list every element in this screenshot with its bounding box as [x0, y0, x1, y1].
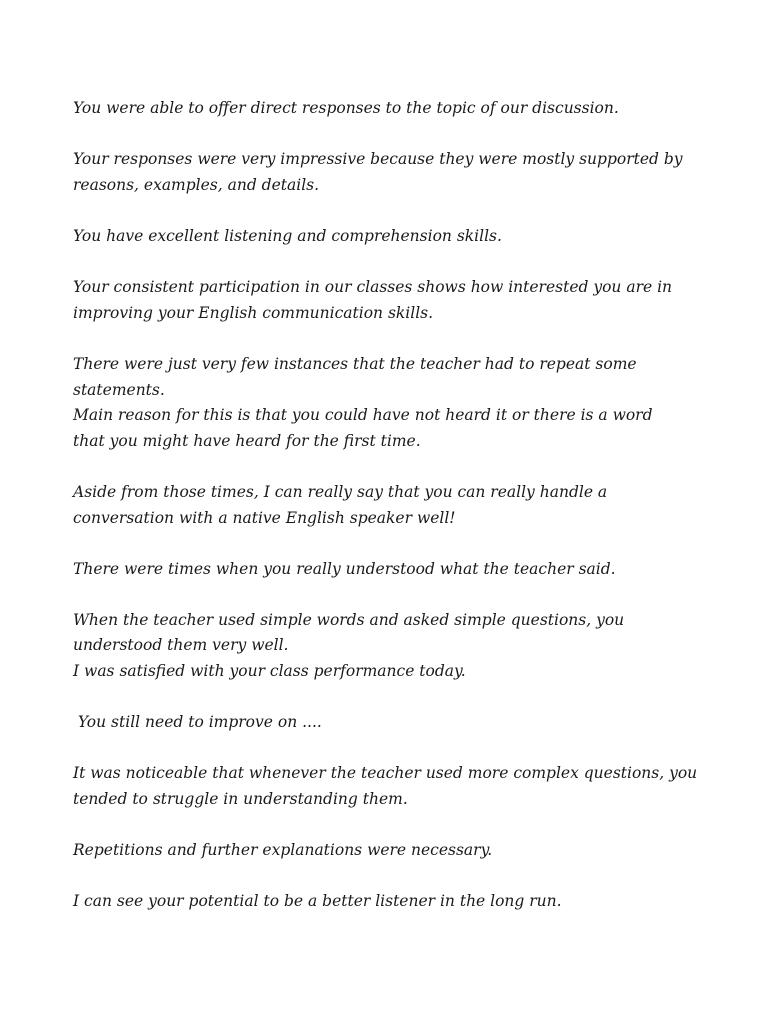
text-line: statements. [73, 380, 165, 399]
paragraph-potential [73, 889, 713, 915]
text-line: Main reason for this is that you could have not heard it or there is a word [73, 406, 653, 425]
paragraph-listening-skills [73, 224, 713, 250]
text-line: You have excellent listening and comprehension skills. [73, 226, 502, 245]
text-line: that you might have heard for the first time. [73, 431, 421, 450]
text-line: There were just very few instances that the teacher had to repeat some [73, 354, 637, 373]
text-line: You were able to offer direct responses to the topic of our discussion. [73, 99, 619, 117]
text-line: I was satisfied with your class performance today. [73, 662, 466, 681]
text-line: tended to struggle in understanding them. [73, 790, 408, 809]
text-line: understood them very well. [73, 636, 289, 655]
text-line: conversation with a native English speaker well! [73, 508, 456, 527]
text-line: It was noticeable that whenever the teacher used more complex questions, you [73, 764, 698, 783]
text-line: Repetitions and further explanations were necessary. [73, 841, 493, 860]
paragraph-repetitions-instances [73, 352, 713, 454]
paragraph-participation [73, 275, 713, 326]
text-line: When the teacher used simple words and asked simple questions, you [73, 610, 625, 629]
paragraph-explanations [73, 838, 713, 864]
text-line: improving your English communication skills. [73, 303, 434, 322]
paragraph-conversation [73, 480, 713, 531]
text-line: I can see your potential to be a better listener in the long run. [73, 892, 562, 911]
text-line: Your consistent participation in our classes shows how interested you are in [73, 278, 673, 297]
paragraph-simple-words [73, 608, 713, 685]
paragraph-impressive-responses [73, 147, 713, 198]
paragraph-complex-questions [73, 761, 713, 812]
paragraph-improve-heading [73, 710, 713, 736]
feedback-document [73, 96, 713, 941]
paragraph-understood [73, 557, 713, 583]
text-line: You still need to improve on .... [73, 713, 322, 732]
text-line: There were times when you really understood what the teacher said. [73, 559, 616, 578]
text-line: Your responses were very impressive because they were mostly supported by [73, 150, 683, 169]
paragraph-direct-responses [73, 96, 713, 122]
text-line: reasons, examples, and details. [73, 175, 320, 194]
text-line: Aside from those times, I can really say that you can really handle a [73, 482, 608, 501]
